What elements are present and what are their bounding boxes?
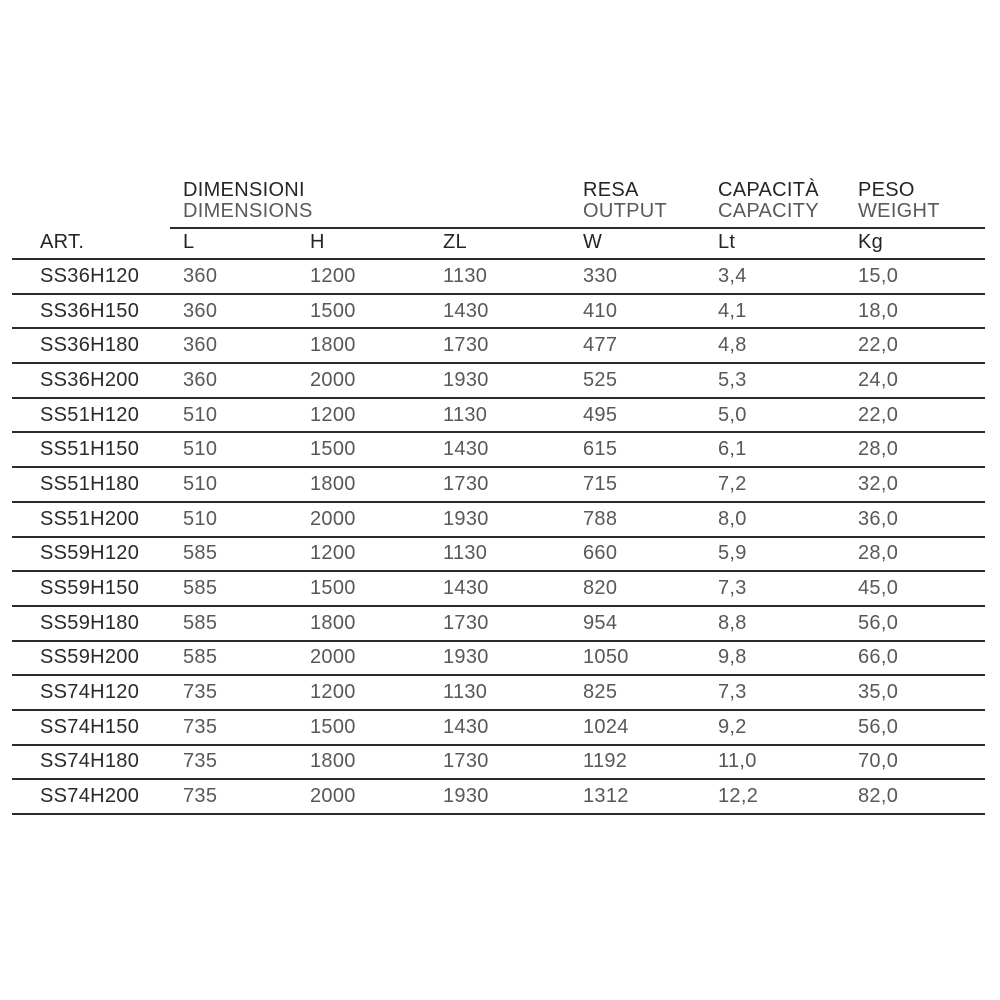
cell-h: 1500 (297, 294, 430, 329)
cell-l: 735 (170, 779, 297, 814)
cell-h: 1200 (297, 259, 430, 294)
table-row (12, 432, 985, 467)
cell-h: 1500 (297, 571, 430, 606)
table-row (12, 571, 985, 606)
cell-lt: 8,8 (705, 606, 845, 641)
cell-w: 954 (570, 606, 705, 641)
cell-kg: 45,0 (845, 571, 985, 606)
group-header-dimensions-secondary: DIMENSIONS (183, 200, 313, 222)
cell-l: 585 (170, 537, 297, 572)
cell-kg: 32,0 (845, 467, 985, 502)
table-row (12, 294, 985, 329)
cell-kg: 22,0 (845, 328, 985, 363)
cell-h: 1500 (297, 432, 430, 467)
cell-h: 2000 (297, 641, 430, 676)
cell-kg: 56,0 (845, 606, 985, 641)
cell-l: 360 (170, 328, 297, 363)
cell-art: SS36H120 (12, 259, 170, 294)
cell-l: 585 (170, 606, 297, 641)
cell-l: 735 (170, 745, 297, 780)
cell-w: 825 (570, 675, 705, 710)
cell-zl: 1730 (430, 328, 570, 363)
cell-art: SS59H200 (12, 641, 170, 676)
group-header-dimensions-primary: DIMENSIONI (183, 179, 305, 201)
cell-l: 510 (170, 467, 297, 502)
cell-l: 735 (170, 675, 297, 710)
cell-zl: 1130 (430, 259, 570, 294)
cell-kg: 28,0 (845, 537, 985, 572)
cell-lt: 5,3 (705, 363, 845, 398)
cell-lt: 4,8 (705, 328, 845, 363)
cell-zl: 1130 (430, 398, 570, 433)
cell-lt: 12,2 (705, 779, 845, 814)
cell-h: 1200 (297, 537, 430, 572)
cell-lt: 5,0 (705, 398, 845, 433)
cell-lt: 9,8 (705, 641, 845, 676)
table-body (12, 259, 985, 814)
cell-lt: 3,4 (705, 259, 845, 294)
cell-zl: 1130 (430, 537, 570, 572)
cell-w: 1024 (570, 710, 705, 745)
group-header-output-primary: RESA (583, 179, 639, 201)
cell-kg: 66,0 (845, 641, 985, 676)
cell-kg: 56,0 (845, 710, 985, 745)
cell-lt: 11,0 (705, 745, 845, 780)
cell-lt: 7,3 (705, 675, 845, 710)
group-header-capacity-primary: CAPACITÀ (718, 179, 819, 201)
cell-l: 360 (170, 363, 297, 398)
cell-h: 1800 (297, 745, 430, 780)
group-header-capacity-secondary: CAPACITY (718, 200, 819, 222)
cell-art: SS36H180 (12, 328, 170, 363)
cell-h: 2000 (297, 502, 430, 537)
cell-w: 525 (570, 363, 705, 398)
cell-art: SS74H200 (12, 779, 170, 814)
cell-lt: 7,3 (705, 571, 845, 606)
cell-zl: 1930 (430, 641, 570, 676)
group-header-weight (845, 178, 985, 228)
cell-w: 495 (570, 398, 705, 433)
group-header-output (570, 178, 705, 228)
table-row (12, 675, 985, 710)
cell-w: 330 (570, 259, 705, 294)
column-header-l: L (170, 228, 297, 259)
column-header-h: H (297, 228, 430, 259)
cell-art: SS36H200 (12, 363, 170, 398)
cell-zl: 1130 (430, 675, 570, 710)
cell-l: 360 (170, 259, 297, 294)
cell-l: 510 (170, 432, 297, 467)
group-header-spacer (12, 178, 170, 228)
group-header-row (12, 178, 985, 228)
table-row (12, 502, 985, 537)
column-header-zl: ZL (430, 228, 570, 259)
column-header-art: ART. (12, 228, 170, 259)
cell-w: 1050 (570, 641, 705, 676)
cell-w: 410 (570, 294, 705, 329)
cell-lt: 9,2 (705, 710, 845, 745)
cell-art: SS59H120 (12, 537, 170, 572)
cell-kg: 36,0 (845, 502, 985, 537)
cell-h: 1200 (297, 675, 430, 710)
cell-kg: 28,0 (845, 432, 985, 467)
cell-art: SS51H180 (12, 467, 170, 502)
cell-art: SS59H180 (12, 606, 170, 641)
cell-h: 1200 (297, 398, 430, 433)
column-header-kg: Kg (845, 228, 985, 259)
cell-w: 788 (570, 502, 705, 537)
cell-zl: 1730 (430, 745, 570, 780)
cell-l: 735 (170, 710, 297, 745)
table-row (12, 259, 985, 294)
cell-kg: 24,0 (845, 363, 985, 398)
cell-zl: 1930 (430, 779, 570, 814)
cell-art: SS59H150 (12, 571, 170, 606)
cell-l: 585 (170, 641, 297, 676)
group-header-dimensions (170, 178, 570, 228)
group-header-output-secondary: OUTPUT (583, 200, 668, 222)
spec-table (12, 178, 985, 815)
cell-w: 715 (570, 467, 705, 502)
cell-l: 360 (170, 294, 297, 329)
group-header-weight-primary: PESO (858, 179, 915, 201)
cell-art: SS51H120 (12, 398, 170, 433)
table-row (12, 537, 985, 572)
cell-l: 510 (170, 398, 297, 433)
table-row (12, 606, 985, 641)
cell-art: SS74H150 (12, 710, 170, 745)
cell-w: 1192 (570, 745, 705, 780)
cell-h: 1800 (297, 467, 430, 502)
column-header-w: W (570, 228, 705, 259)
cell-h: 1500 (297, 710, 430, 745)
cell-art: SS74H120 (12, 675, 170, 710)
cell-kg: 82,0 (845, 779, 985, 814)
cell-w: 820 (570, 571, 705, 606)
column-header-row (12, 228, 985, 259)
cell-zl: 1430 (430, 294, 570, 329)
cell-lt: 6,1 (705, 432, 845, 467)
cell-kg: 22,0 (845, 398, 985, 433)
table-row (12, 641, 985, 676)
cell-art: SS36H150 (12, 294, 170, 329)
cell-w: 615 (570, 432, 705, 467)
group-header-weight-secondary: WEIGHT (858, 200, 940, 222)
cell-kg: 35,0 (845, 675, 985, 710)
cell-zl: 1430 (430, 432, 570, 467)
cell-kg: 15,0 (845, 259, 985, 294)
cell-art: SS74H180 (12, 745, 170, 780)
table-row (12, 710, 985, 745)
table-row (12, 779, 985, 814)
cell-zl: 1930 (430, 502, 570, 537)
cell-l: 585 (170, 571, 297, 606)
table-row (12, 745, 985, 780)
cell-h: 1800 (297, 328, 430, 363)
cell-kg: 18,0 (845, 294, 985, 329)
cell-lt: 4,1 (705, 294, 845, 329)
cell-zl: 1730 (430, 467, 570, 502)
cell-h: 1800 (297, 606, 430, 641)
cell-w: 660 (570, 537, 705, 572)
cell-lt: 7,2 (705, 467, 845, 502)
cell-l: 510 (170, 502, 297, 537)
cell-lt: 8,0 (705, 502, 845, 537)
cell-art: SS51H150 (12, 432, 170, 467)
table-row (12, 398, 985, 433)
cell-art: SS51H200 (12, 502, 170, 537)
cell-w: 477 (570, 328, 705, 363)
cell-h: 2000 (297, 363, 430, 398)
table-row (12, 467, 985, 502)
cell-lt: 5,9 (705, 537, 845, 572)
group-header-capacity (705, 178, 845, 228)
cell-h: 2000 (297, 779, 430, 814)
table-row (12, 328, 985, 363)
column-header-lt: Lt (705, 228, 845, 259)
cell-w: 1312 (570, 779, 705, 814)
cell-zl: 1430 (430, 571, 570, 606)
cell-zl: 1930 (430, 363, 570, 398)
cell-zl: 1430 (430, 710, 570, 745)
cell-kg: 70,0 (845, 745, 985, 780)
table-row (12, 363, 985, 398)
cell-zl: 1730 (430, 606, 570, 641)
